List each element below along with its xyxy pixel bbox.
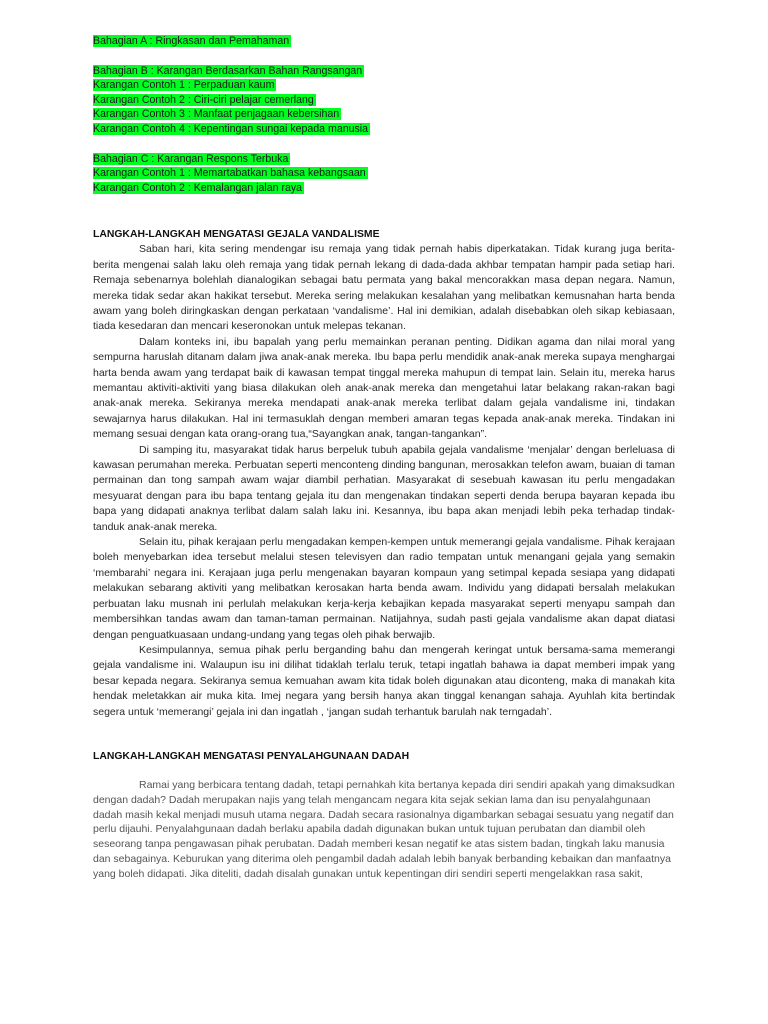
toc-line-text: Bahagian C : Karangan Respons Terbuka — [93, 152, 289, 165]
paragraph: Dalam konteks ini, ibu bapalah yang perlu memainkan peranan penting. Didikan agama dan nilai moral yang sempurna haruslah ditanam dalam jiwa anak-anak mereka. Ibu bapa perlu mendidik anak-anak mereka supaya menghargai harta benda awam yang terdapat baik di kawasan tempat tinggal mereka mahupun di tempat lain. Selain itu, mereka harus memantau aktiviti-aktiviti yang biasa dilakukan oleh anak-anak mereka dan mengetahui latar belakang rakan-rakan bagi anak-anak mereka. Sekiranya mereka mendapati anak-anak mereka terlibat dalam gejala vandalisme ini, tindakan sewajarnya harus dilakukan. Hal ini termasuklah dengan memberi amaran tegas kepada anak-anak mereka. Tindakan ini memang sesuai dengan kata orang-orang tua,“Sayangkan anak, tangan-tangankan”. — [93, 335, 675, 441]
toc-line-text: Karangan Contoh 1 : Memartabatkan bahasa kebangsaan — [93, 167, 366, 180]
toc-line — [93, 166, 675, 181]
toc-line-text: Karangan Contoh 2 : Kemalangan jalan raya — [93, 181, 303, 194]
essay1-title: LANGKAH-LANGKAH MENGATASI GEJALA VANDALISME — [93, 229, 380, 241]
paragraph: Kesimpulannya, semua pihak perlu berganding bahu dan mengerah keringat untuk bersama-sama memerangi gejala vandalisme ini. Walaupun isu ini dilihat tidaklah terlalu teruk, tetapi ingatlah bahawa ia dapat memberi impak yang besar kepada negara. Sekiranya semua kemuahan awam kita tidak boleh digunakan atau diconteng, maka di manakah kita hendak meletakkan air muka kita. Imej negara yang bersih hanya akan tinggal kenangan sahaja. Ayuhlah kita bertindak segera untuk ‘memerangi’ gejala ini dan ingatlah , ‘jangan sudah terhantuk barulah nak terngadah’. — [93, 643, 675, 718]
toc-line — [93, 34, 675, 49]
toc-line — [93, 122, 675, 137]
paragraph: Selain itu, pihak kerajaan perlu mengadakan kempen-kempen untuk memerangi gejala vandalisme. Pihak kerajaan boleh menyebarkan idea tersebut melalui stesen televisyen dan radio tempatan untuk menangani gejala yang semakin ‘membarahi’ negara ini. Kerajaan juga perlu mengenakan bayaran kompaun yang setimpal kepada sesiapa yang didapati melakukan sebarang aktiviti yang melibatkan kerosakan harta benda awam. Individu yang didapati bersalah melakukan perbuatan laku musnah ini perlulah melakukan kerja-kerja kebajikan kepada masyarakat seperti menyapu sampah dan membersihkan tandas awam dan taman-taman permainan. Natijahnya, sudah pasti gejala vandalisme akan dapat diatasi dengan penguatkuasaan undang-undang yang tegas oleh pihak berwajib. — [93, 536, 675, 641]
toc-line-text: Bahagian A : Ringkasan dan Pemahaman — [93, 35, 290, 47]
toc-section-b — [93, 64, 675, 137]
toc-line — [93, 107, 675, 122]
paragraph: Di samping itu, masyarakat tidak harus berpeluk tubuh apabila gejala vandalisme ‘menjalar’ dengan berleluasa di kawasan perumahan mereka. Perbuatan seperti menconteng dinding bangunan, merosakkan telefon awam, buaian di taman permainan dan tong sampah awam wajar diambil perhatian. Masyarakat di sesebuah kawasan itu perlu mengadakan mesyuarat dengan para ibu bapa tentang gejala itu dan mengenakan tindakan seperti denda berupa bayaran kepada ibu bapa yang didapati anaknya terlibat dalam salah laku ini. Kesannya, ibu bapa akan menjadi lebih peka terhadap tindak-tanduk anak-anak mereka. — [93, 443, 675, 533]
paragraph: Saban hari, kita sering mendengar isu remaja yang tidak pernah habis diperkatakan. Tidak kurang juga berita-berita mengenai salah laku oleh remaja yang tidak pernah lekang di dada-dada akhbar tempatan hampir pada setiap hari. Remaja sebenarnya bolehlah dianalogikan sebagai batu permata yang bakal mencorakkan masa depan negara. Namun, mereka tidak sedar akan hakikat tersebut. Mereka sering melakukan kesalahan yang melibatkan kemusnahan harta benda awam yang boleh diringkaskan dengan perkataan ‘vandalisme’. Hal ini demikian, adalah disebabkan oleh sikap kebiasaan, tiada kesedaran dan mencari keseronokan untuk melepas tekanan. — [93, 243, 675, 333]
toc-line — [93, 64, 675, 79]
toc-line — [93, 93, 675, 108]
toc-line — [93, 152, 675, 167]
toc-line-text: Karangan Contoh 4 : Kepentingan sungai kepada manusia — [93, 122, 369, 135]
toc-line-text: Bahagian B : Karangan Berdasarkan Bahan Rangsangan — [93, 64, 363, 77]
essay1-body — [93, 242, 675, 720]
toc-line-text: Karangan Contoh 2 : Ciri-ciri pelajar cemerlang — [93, 93, 314, 106]
document-page — [93, 34, 675, 882]
toc-line-text: Karangan Contoh 1 : Perpaduan kaum — [93, 79, 275, 92]
toc-line-text: Karangan Contoh 3 : Manfaat penjagaan kebersihan — [93, 108, 340, 121]
toc-line — [93, 78, 675, 93]
essay2-body — [93, 778, 675, 882]
toc-section-a — [93, 34, 675, 49]
toc-line — [93, 181, 675, 196]
paragraph: Ramai yang berbicara tentang dadah, tetapi pernahkah kita bertanya kepada diri sendiri apakah yang dimaksudkan dengan dadah? Dadah merupakan najis yang telah mengancam negara kita sejak sekian lama dan isu penyalahgunaan dadah masih kekal menjadi musuh utama negara. Dadah secara rasionalnya digambarkan sebagai sesuatu yang negatif dan perlu dijauhi. Penyalahgunaan dadah berlaku apabila dadah digunakan bukan untuk tujuan perubatan dan diambil oleh seseorang tanpa pengawasan pihak perubatan. Dadah memberi kesan negatif ke atas sistem badan, tingkah laku manusia dan sebagainya. Keburukan yang diterima oleh pengambil dadah adalah lebih banyak berbanding kebaikan dan manfaatnya yang boleh didapati. Jika diteliti, dadah disalah gunakan untuk kepentingan diri sendiri seperti mengelakkan rasa sakit, — [93, 778, 675, 880]
essay2-title: LANGKAH-LANGKAH MENGATASI PENYALAHGUNAAN DADAH — [93, 750, 410, 762]
toc-section-c — [93, 152, 675, 196]
